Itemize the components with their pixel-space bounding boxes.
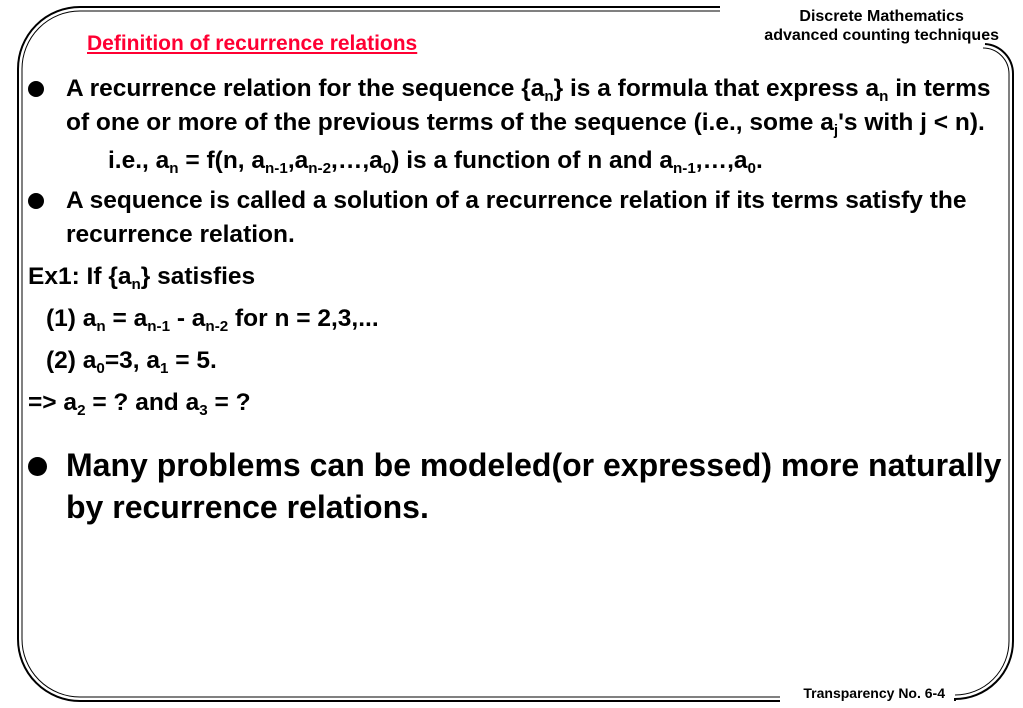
- text-run: = 5.: [168, 347, 217, 374]
- text-run: A recurrence relation for the sequence {a: [66, 75, 545, 102]
- bullet-dot-icon: [28, 193, 44, 209]
- text-run: Many problems can be modeled(or expressed) more naturally by recurrence relations.: [66, 447, 1002, 525]
- subscript: n: [131, 275, 141, 293]
- course-header: [764, 7, 999, 45]
- text-run: (2) a: [46, 347, 97, 374]
- text-run: } is a formula that express a: [553, 75, 880, 102]
- text-run: = ? and a: [85, 389, 200, 416]
- subscript: n: [96, 317, 106, 335]
- subscript: j: [833, 121, 839, 139]
- text-run: Ex1: If {a: [28, 263, 132, 290]
- bullet-modeling: [28, 444, 1013, 528]
- text-run: => a: [28, 389, 78, 416]
- text-run: A sequence is called a solution of a recurrence relation if its terms satisfy the recurrence relation.: [66, 187, 967, 248]
- slide-content: [28, 72, 1013, 528]
- text-run: = ?: [207, 389, 251, 416]
- example-heading: [28, 260, 1013, 294]
- text-run: in terms of one or more of the previous terms of the sequence (i.e., some a: [66, 75, 991, 136]
- subscript: 0: [382, 159, 392, 177]
- text-run: 's with j < n).: [838, 109, 985, 136]
- text-run: = f(n, a: [178, 147, 266, 174]
- text-run: ,…,a: [695, 147, 748, 174]
- bullet-dot-icon: [28, 81, 44, 97]
- text-run: ,…,a: [331, 147, 383, 174]
- text-run: (1) a: [46, 305, 97, 332]
- subscript: 3: [199, 401, 208, 419]
- bullet-definition: [28, 72, 1013, 140]
- subscript: 0: [96, 359, 105, 377]
- subscript: n-1: [147, 317, 171, 335]
- example-condition-2: [28, 344, 1013, 378]
- subscript: n-1: [265, 159, 288, 177]
- subscript: 2: [77, 401, 86, 419]
- sub-point-function: [28, 144, 1013, 178]
- slide-number: Transparency No. 6-4: [803, 685, 945, 701]
- subscript: n-1: [672, 159, 696, 177]
- text-run: ,a: [287, 147, 309, 174]
- bullet-solution: [28, 184, 1013, 252]
- subscript: n-2: [308, 159, 332, 177]
- text-run: =3, a: [104, 347, 161, 374]
- subscript: n-2: [205, 317, 229, 335]
- course-topic: advanced counting techniques: [764, 27, 999, 44]
- subscript: n: [544, 87, 554, 105]
- text-run: for n = 2,3,...: [228, 305, 379, 332]
- example-question: [28, 386, 1013, 420]
- course-name: Discrete Mathematics: [799, 8, 964, 25]
- subscript: n: [879, 87, 889, 105]
- bullet-dot-icon: [28, 457, 47, 476]
- slide-title: Definition of recurrence relations: [87, 32, 418, 55]
- text-run: } satisfies: [140, 263, 256, 290]
- subscript: 1: [160, 359, 169, 377]
- text-run: .: [755, 147, 763, 174]
- text-run: i.e., a: [108, 147, 170, 174]
- text-run: ) is a function of n and a: [391, 147, 673, 174]
- text-run: = a: [105, 305, 148, 332]
- subscript: n: [169, 159, 179, 177]
- subscript: 0: [747, 159, 756, 177]
- example-condition-1: [28, 302, 1013, 336]
- text-run: - a: [170, 305, 206, 332]
